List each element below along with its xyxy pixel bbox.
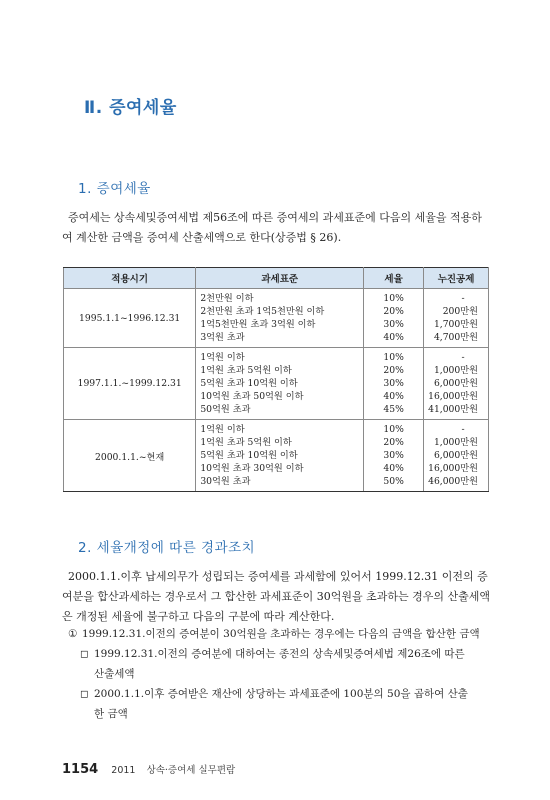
bracket-line: 2천만원 초과 1억5천만원 이하 bbox=[200, 306, 325, 317]
rate-line: 30% bbox=[383, 319, 404, 330]
section-1-paragraph: 증여세는 상속세및증여세법 제56조에 따른 증여세의 과세표준에 다음의 세율을 적용하여 계산한 금액을 증여세 산출세액으로 한다(상증법 § 26). bbox=[62, 211, 482, 244]
square-bullet-icon: ◻ bbox=[80, 648, 89, 660]
table-row bbox=[64, 420, 489, 492]
rate-line: 40% bbox=[383, 463, 404, 474]
deduction-cell bbox=[424, 420, 489, 492]
deduction-line: 16,000만원 bbox=[428, 391, 478, 402]
bracket-line: 1억원 초과 5억원 이하 bbox=[200, 365, 292, 376]
bracket-line: 30억원 초과 bbox=[200, 476, 251, 487]
header-period: 적용시기 bbox=[64, 268, 196, 289]
sub-item-2 bbox=[80, 684, 468, 704]
header-rate: 세율 bbox=[364, 268, 424, 289]
footer-title: 상속·증여세 실무편람 bbox=[146, 765, 236, 776]
rate-line: 10% bbox=[383, 424, 404, 435]
deduction-line: 16,000만원 bbox=[428, 463, 478, 474]
bracket-line: 1억5천만원 초과 3억원 이하 bbox=[200, 319, 316, 330]
bracket-line: 1억원 이하 bbox=[200, 352, 245, 363]
period-cell: 1997.1.1.~1999.12.31 bbox=[64, 348, 196, 420]
sub-item-2-line-2: 한 금액 bbox=[94, 708, 128, 720]
bracket-cell bbox=[196, 420, 364, 492]
sub-item-2-line-1: 2000.1.1.이후 증여받은 재산에 상당하는 과세표준에 100분의 50을 곱하여 산출 bbox=[94, 688, 468, 700]
chapter-title: Ⅱ. 증여세율 bbox=[84, 98, 177, 118]
bracket-cell bbox=[196, 289, 364, 348]
rate-line: 20% bbox=[383, 365, 404, 376]
section-1-title: 1. 증여세율 bbox=[78, 181, 151, 197]
rate-line: 10% bbox=[383, 352, 404, 363]
tax-rate-table bbox=[63, 267, 489, 492]
table-row bbox=[64, 348, 489, 420]
bracket-line: 5억원 초과 10억원 이하 bbox=[200, 450, 298, 461]
bracket-line: 1억원 이하 bbox=[200, 424, 245, 435]
rate-line: 45% bbox=[383, 404, 404, 415]
table-header-row bbox=[64, 268, 489, 289]
item-1-text: 1999.12.31.이전의 증여분이 30억원을 초과하는 경우에는 다음의 금액을 합산한 금액 bbox=[82, 628, 480, 640]
deduction-line: - bbox=[461, 352, 465, 363]
deduction-line: 46,000만원 bbox=[428, 476, 478, 487]
page-number: 1154 bbox=[62, 762, 99, 777]
bracket-line: 10억원 초과 30억원 이하 bbox=[200, 463, 304, 474]
circled-one-icon: ① bbox=[68, 628, 78, 640]
table-row bbox=[64, 289, 489, 348]
header-deduction: 누진공제 bbox=[424, 268, 489, 289]
rate-line: 20% bbox=[383, 306, 404, 317]
rate-line: 50% bbox=[383, 476, 404, 487]
rate-line: 30% bbox=[383, 450, 404, 461]
deduction-line: 4,700만원 bbox=[433, 332, 478, 343]
page-footer bbox=[62, 758, 235, 777]
sub-item-1-line-2: 산출세액 bbox=[94, 668, 135, 680]
square-bullet-icon: ◻ bbox=[80, 688, 89, 700]
deduction-line: - bbox=[461, 293, 465, 304]
deduction-line: 1,700만원 bbox=[433, 319, 478, 330]
bracket-line: 10억원 초과 50억원 이하 bbox=[200, 391, 304, 402]
rate-cell bbox=[364, 420, 424, 492]
rate-line: 40% bbox=[383, 391, 404, 402]
bracket-line: 5억원 초과 10억원 이하 bbox=[200, 378, 298, 389]
deduction-line: 41,000만원 bbox=[428, 404, 478, 415]
bracket-line: 1억원 초과 5억원 이하 bbox=[200, 437, 292, 448]
rate-line: 40% bbox=[383, 332, 404, 343]
sub-item-1-line-1: 1999.12.31.이전의 증여분에 대하여는 종전의 상속세및증여세법 제26조에 따른 bbox=[94, 648, 465, 660]
deduction-line: 6,000만원 bbox=[433, 378, 478, 389]
deduction-line: - bbox=[461, 424, 465, 435]
sub-item-1 bbox=[80, 644, 465, 664]
rate-line: 30% bbox=[383, 378, 404, 389]
bracket-line: 3억원 초과 bbox=[200, 332, 245, 343]
period-cell: 1995.1.1~1996.12.31 bbox=[64, 289, 196, 348]
section-2-paragraph: 2000.1.1.이후 납세의무가 성립되는 증여세를 과세함에 있어서 1999.12.31 이전의 증여분을 합산과세하는 경우로서 그 합산한 과세표준이 30억원을 초과하는 경우의 산출세액은 개정된 세율에 불구하고 다음의 구분에 따라 계산한다. bbox=[62, 570, 490, 623]
bracket-line: 50억원 초과 bbox=[200, 404, 251, 415]
bracket-line: 2천만원 이하 bbox=[200, 293, 254, 304]
rate-cell bbox=[364, 289, 424, 348]
header-tax-base: 과세표준 bbox=[196, 268, 364, 289]
deduction-line: 200만원 bbox=[442, 306, 478, 317]
period-cell: 2000.1.1.~현재 bbox=[64, 420, 196, 492]
section-2-title: 2. 세율개정에 따른 경과조치 bbox=[78, 540, 256, 556]
deduction-cell bbox=[424, 348, 489, 420]
footer-year: 2011 bbox=[111, 765, 136, 776]
rate-cell bbox=[364, 348, 424, 420]
item-1 bbox=[68, 624, 480, 644]
deduction-cell bbox=[424, 289, 489, 348]
rate-line: 10% bbox=[383, 293, 404, 304]
deduction-line: 1,000만원 bbox=[433, 365, 478, 376]
deduction-line: 6,000만원 bbox=[433, 450, 478, 461]
deduction-line: 1,000만원 bbox=[433, 437, 478, 448]
bracket-cell bbox=[196, 348, 364, 420]
rate-line: 20% bbox=[383, 437, 404, 448]
